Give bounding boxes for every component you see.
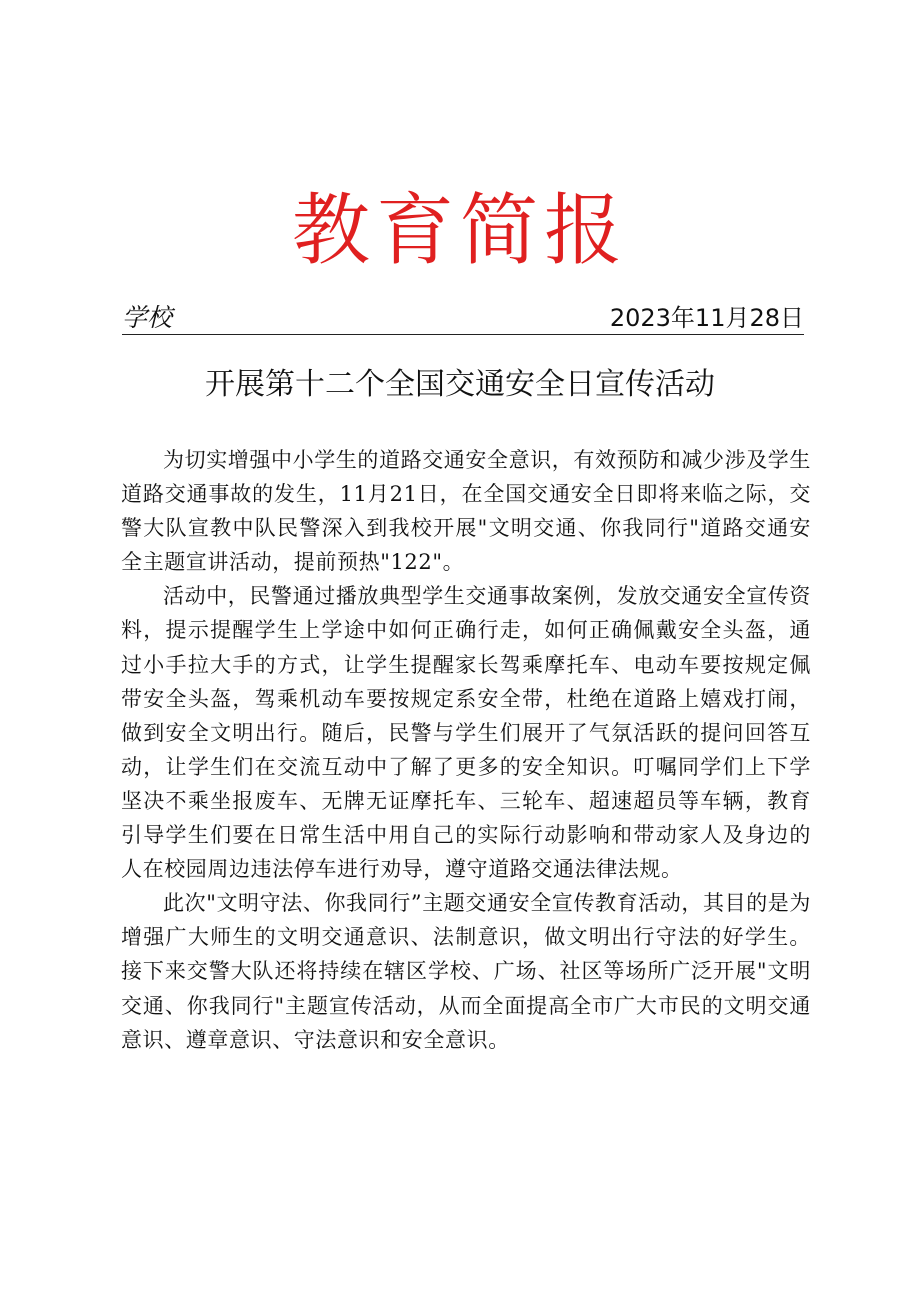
paragraph: 为切实增强中小学生的道路交通安全意识，有效预防和减少涉及学生道路交通事故的发生，11月21日，在全国交通安全日即将来临之际，交警大队宣教中队民警深入到我校开展"文明交通、你我同行"道路交通安全主题宣讲活动，提前预热"122"。 xyxy=(121,448,811,575)
header-meta-line xyxy=(122,300,804,335)
article-body xyxy=(121,443,811,1057)
newsletter-masthead: 教育简报 xyxy=(291,186,628,276)
article-title: 开展第十二个全国交通安全日宣传活动 xyxy=(205,367,715,402)
school-name: 学校 xyxy=(122,303,173,332)
paragraph: 此次"文明守法、你我同行”主题交通安全宣传教育活动，其目的是为增强广大师生的文明交通意识、法制意识，做文明出行守法的好学生。接下来交警大队还将持续在辖区学校、广场、社区等场所广泛开展"文明交通、你我同行"主题宣传活动，从而全面提高全市广大市民的文明交通意识、遵章意识、守法意识和安全意识。 xyxy=(121,891,811,1052)
paragraph: 活动中，民警通过播放典型学生交通事故案例，发放交通安全宣传资料，提示提醒学生上学途中如何正确行走，如何正确佩戴安全头盔，通过小手拉大手的方式，让学生提醒家长驾乘摩托车、电动车要按规定佩带安全头盔，驾乘机动车要按规定系安全带，杜绝在道路上嬉戏打闹，做到安全文明出行。随后，民警与学生们展开了气氛活跃的提问回答互动，让学生们在交流互动中了解了更多的安全知识。叮嘱同学们上下学坚决不乘坐报废车、无牌无证摩托车、三轮车、超速超员等车辆，教育引导学生们要在日常生活中用自己的实际行动影响和带动家人及身边的人在校园周边违法停车进行劝导，遵守道路交通法律法规。 xyxy=(121,584,811,882)
issue-date: 2023年11月28日 xyxy=(609,304,804,332)
